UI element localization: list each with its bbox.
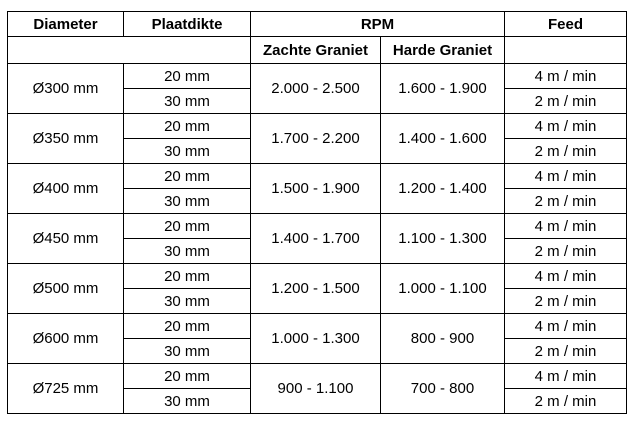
rpm-zacht-cell: 1.400 - 1.700 [251,214,381,264]
feed-cell: 4 m / min [505,364,627,389]
feed-cell: 4 m / min [505,264,627,289]
table-row [8,64,627,89]
thickness-cell: 20 mm [124,164,251,189]
header-harde-graniet: Harde Graniet [381,37,505,64]
feed-cell: 4 m / min [505,314,627,339]
thickness-cell: 30 mm [124,189,251,214]
thickness-cell: 20 mm [124,264,251,289]
thickness-cell: 30 mm [124,339,251,364]
rpm-hard-cell: 1.100 - 1.300 [381,214,505,264]
feed-cell: 4 m / min [505,164,627,189]
rpm-hard-cell: 1.400 - 1.600 [381,114,505,164]
thickness-cell: 20 mm [124,114,251,139]
feed-cell: 2 m / min [505,89,627,114]
feed-cell: 4 m / min [505,114,627,139]
thickness-cell: 20 mm [124,314,251,339]
diameter-cell: Ø400 mm [8,164,124,214]
diameter-cell: Ø350 mm [8,114,124,164]
table-row [8,314,627,339]
header-diameter: Diameter [8,12,124,37]
table-row [8,364,627,389]
thickness-cell: 30 mm [124,239,251,264]
thickness-cell: 30 mm [124,389,251,414]
cutting-parameters-table [7,11,627,414]
thickness-cell: 20 mm [124,364,251,389]
feed-cell: 4 m / min [505,214,627,239]
rpm-hard-cell: 1.000 - 1.100 [381,264,505,314]
header-plaatdikte: Plaatdikte [124,12,251,37]
diameter-cell: Ø600 mm [8,314,124,364]
feed-cell: 2 m / min [505,189,627,214]
thickness-cell: 30 mm [124,89,251,114]
rpm-zacht-cell: 900 - 1.100 [251,364,381,414]
rpm-zacht-cell: 1.200 - 1.500 [251,264,381,314]
rpm-zacht-cell: 1.700 - 2.200 [251,114,381,164]
header-zachte-graniet: Zachte Graniet [251,37,381,64]
rpm-hard-cell: 700 - 800 [381,364,505,414]
feed-cell: 2 m / min [505,139,627,164]
subheader-blank [8,37,251,64]
feed-cell: 2 m / min [505,339,627,364]
rpm-zacht-cell: 2.000 - 2.500 [251,64,381,114]
feed-cell: 4 m / min [505,64,627,89]
feed-cell: 2 m / min [505,289,627,314]
table-row [8,214,627,239]
rpm-hard-cell: 1.600 - 1.900 [381,64,505,114]
diameter-cell: Ø500 mm [8,264,124,314]
header-feed: Feed [505,12,627,37]
thickness-cell: 20 mm [124,214,251,239]
thickness-cell: 20 mm [124,64,251,89]
header-rpm: RPM [251,12,505,37]
rpm-zacht-cell: 1.000 - 1.300 [251,314,381,364]
feed-cell: 2 m / min [505,389,627,414]
subheader-row [8,37,627,64]
diameter-cell: Ø725 mm [8,364,124,414]
table-row [8,114,627,139]
table-row [8,164,627,189]
table-row [8,264,627,289]
thickness-cell: 30 mm [124,289,251,314]
rpm-hard-cell: 800 - 900 [381,314,505,364]
thickness-cell: 30 mm [124,139,251,164]
feed-cell: 2 m / min [505,239,627,264]
header-row [8,12,627,37]
table-body [8,64,627,414]
rpm-hard-cell: 1.200 - 1.400 [381,164,505,214]
subheader-feed-blank [505,37,627,64]
diameter-cell: Ø300 mm [8,64,124,114]
rpm-zacht-cell: 1.500 - 1.900 [251,164,381,214]
diameter-cell: Ø450 mm [8,214,124,264]
